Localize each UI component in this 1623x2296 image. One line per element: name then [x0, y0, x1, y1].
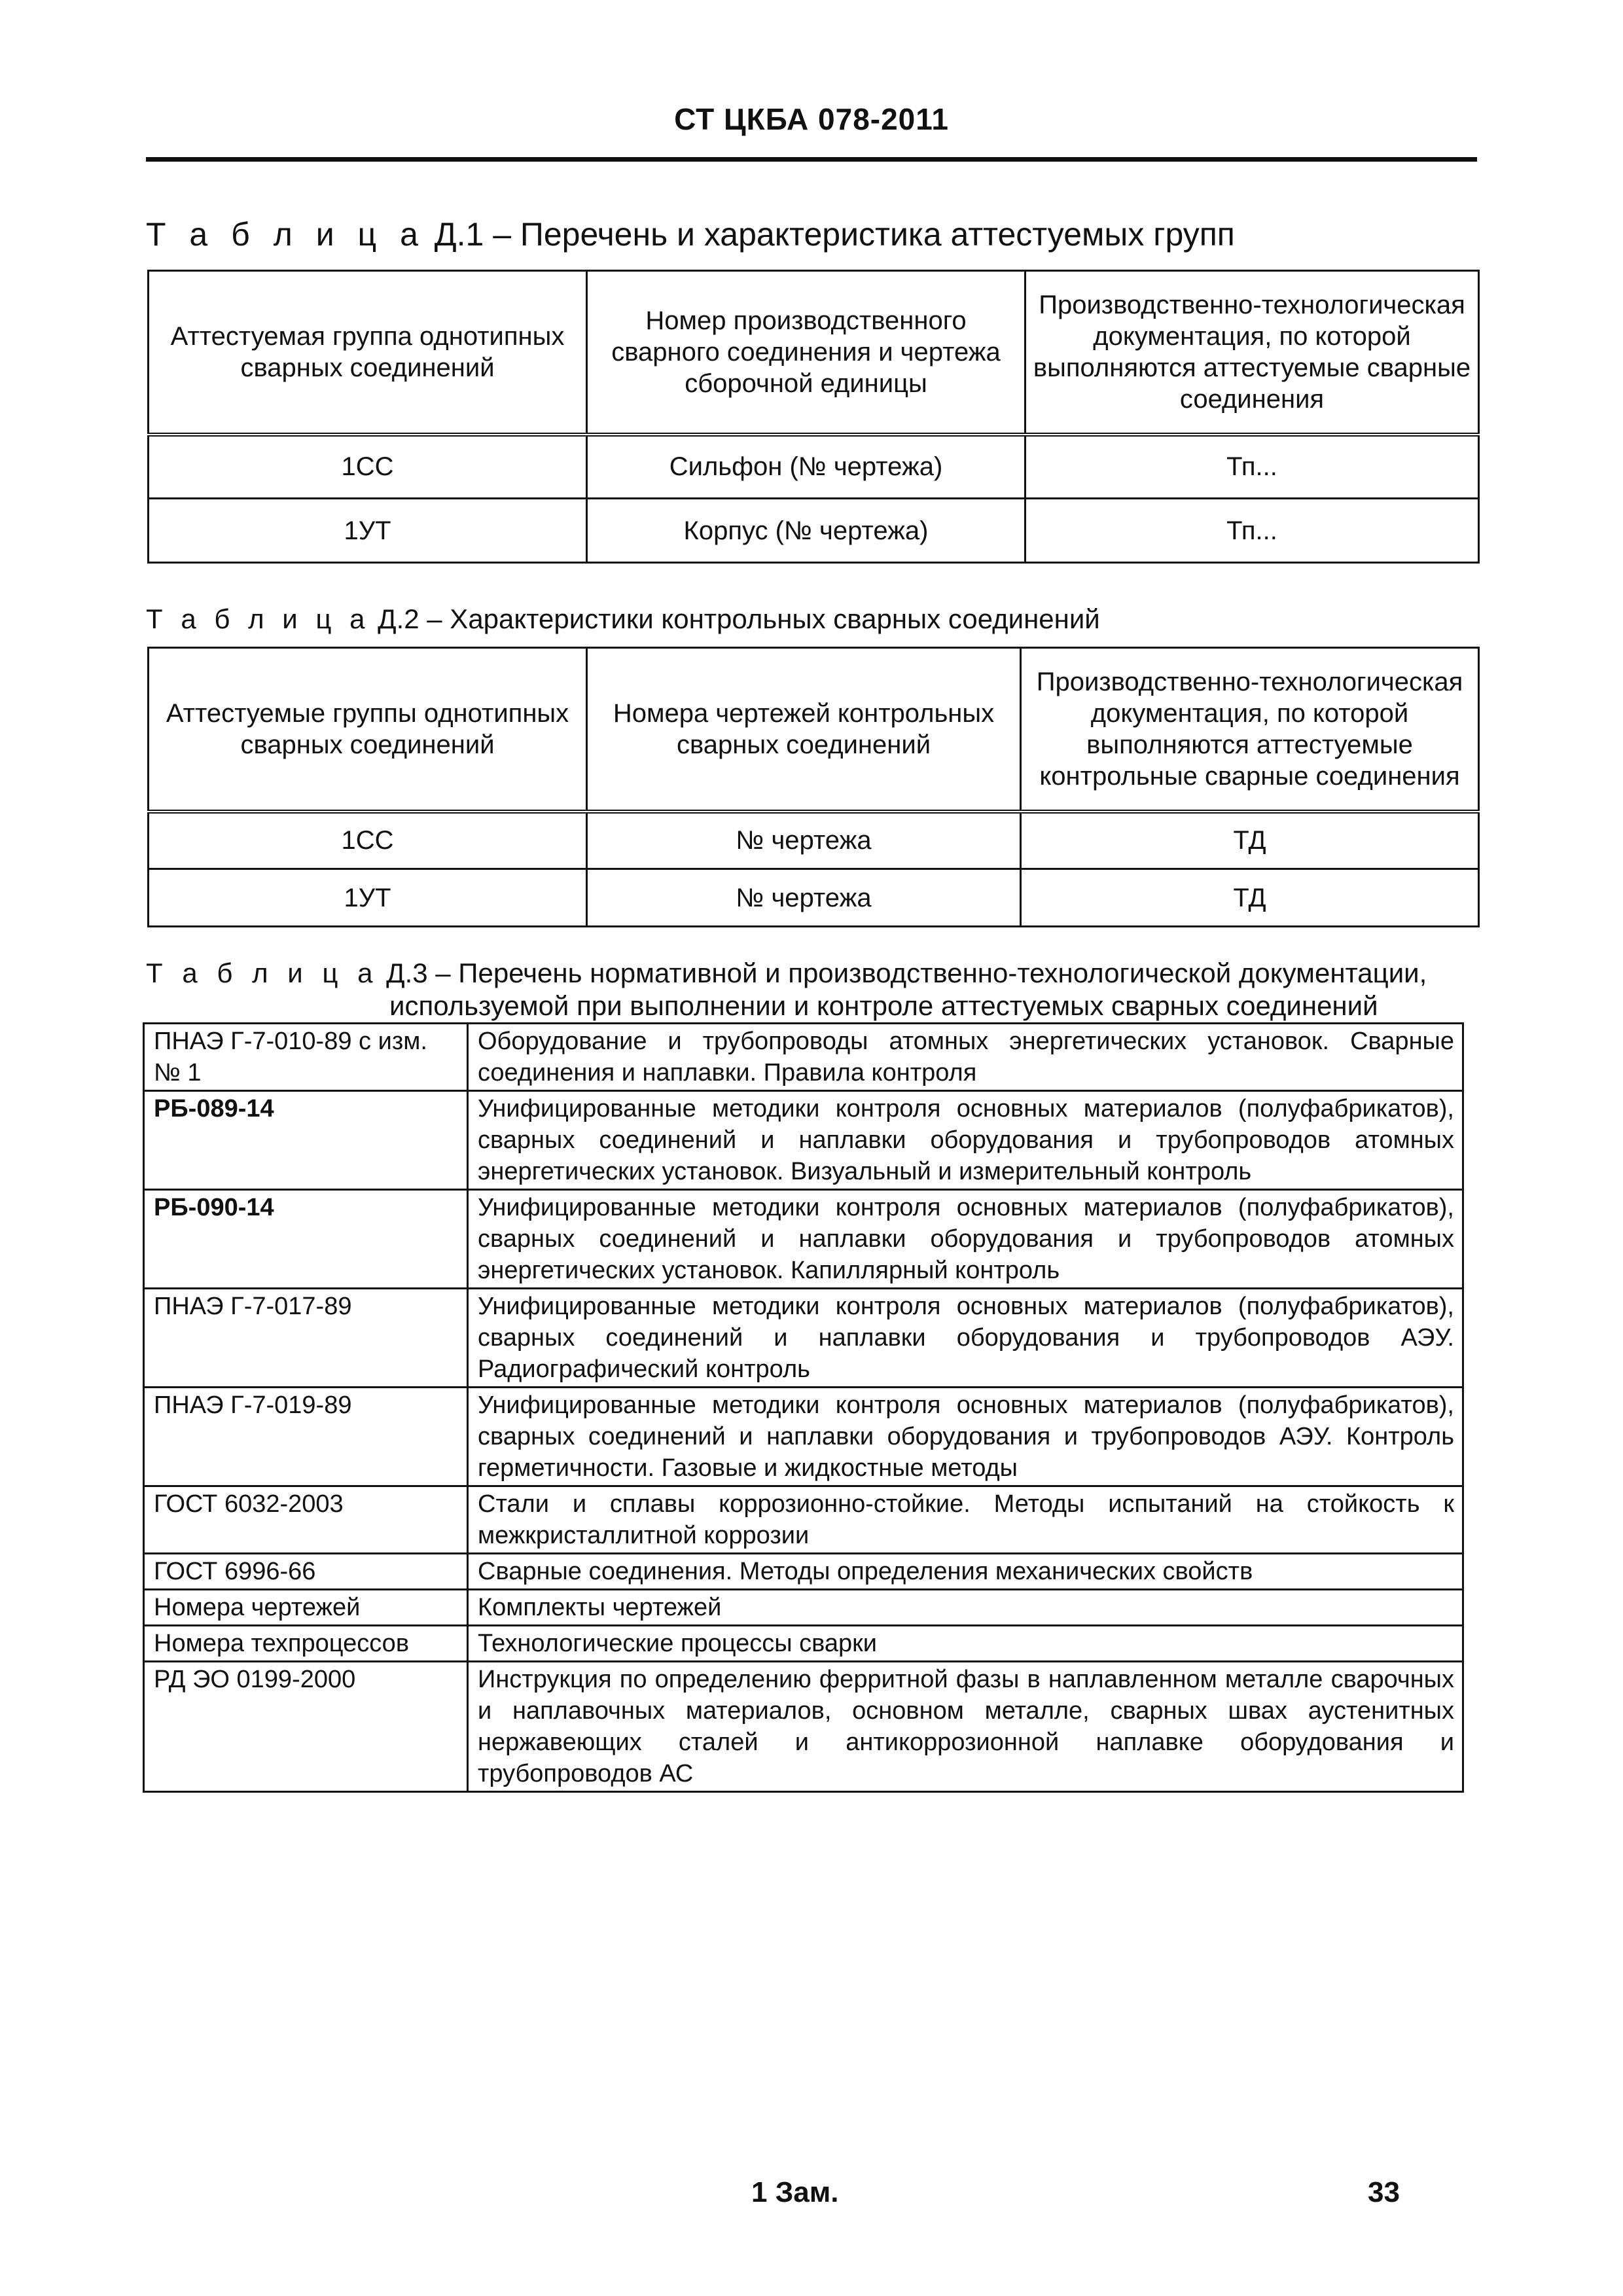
table1-cell: Тп... [1026, 435, 1479, 499]
document-code-cell: РБ-089-14 [144, 1091, 468, 1190]
document-code-cell: ГОСТ 6996-66 [144, 1554, 468, 1590]
table2-cell: ТД [1021, 812, 1479, 869]
table-row [149, 435, 1479, 499]
table3-caption-line2: используемой при выполнении и контроле аттестуемых сварных соединений [389, 990, 1378, 1021]
document-code-cell: ГОСТ 6032-2003 [144, 1486, 468, 1554]
table3-caption-text: Д.3 – Перечень нормативной и производственно-технологической документации, [378, 958, 1427, 988]
document-description-cell: Оборудование и трубопроводы атомных энергетических установок. Сварные соединения и наплавки. Правила контроля [468, 1024, 1463, 1091]
table2-header-cell: Номера чертежей контрольных сварных соединений [587, 648, 1021, 812]
document-description-cell: Унифицированные методики контроля основных материалов (полуфабрикатов), сварных соединений и наплавки оборудования и трубопроводов атомных энергетических установок. Капиллярный контроль [468, 1190, 1463, 1289]
table-row [149, 812, 1479, 869]
table1-cell: Тп... [1026, 499, 1479, 563]
table-row [149, 499, 1479, 563]
document-code-cell: ПНАЭ Г-7-019-89 [144, 1388, 468, 1486]
table2-caption-prefix: Т а б л и ц а [146, 603, 370, 634]
table2-cell: ТД [1021, 869, 1479, 927]
table1 [147, 270, 1480, 564]
table2-header-cell: Производственно-технологическая документация, по которой выполняются аттестуемые контрольные сварные соединения [1021, 648, 1479, 812]
table-row [149, 869, 1479, 927]
table2-cell: 1СС [149, 812, 587, 869]
table1-caption-text: Д.1 – Перечень и характеристика аттестуемых групп [425, 216, 1235, 253]
table1-header-cell: Номер производственного сварного соединения и чертежа сборочной единицы [587, 271, 1026, 435]
table-row [144, 1486, 1463, 1554]
document-code-cell: РБ-090-14 [144, 1190, 468, 1289]
table1-header-cell: Аттестуемая группа однотипных сварных соединений [149, 271, 587, 435]
document-code-cell: Номера техпроцессов [144, 1626, 468, 1662]
table3 [143, 1022, 1464, 1793]
document-description-cell: Унифицированные методики контроля основных материалов (полуфабрикатов), сварных соединений и наплавки оборудования и трубопроводов АЭУ. Контроль герметичности. Газовые и жидкостные методы [468, 1388, 1463, 1486]
table1-cell: 1СС [149, 435, 587, 499]
table1-caption [146, 216, 1235, 254]
table3-caption [146, 957, 1429, 1022]
table-row [144, 1289, 1463, 1388]
table1-cell: 1УТ [149, 499, 587, 563]
table-row [144, 1024, 1463, 1091]
table-row [144, 1388, 1463, 1486]
table2-caption [146, 603, 1100, 635]
document-description-cell: Технологические процессы сварки [468, 1626, 1463, 1662]
document-code-cell: Номера чертежей [144, 1590, 468, 1626]
change-note: 1 Зам. [751, 2176, 839, 2208]
document-description-cell: Стали и сплавы коррозионно-стойкие. Методы испытаний на стойкость к межкристаллитной коррозии [468, 1486, 1463, 1554]
table-row [144, 1091, 1463, 1190]
table2-header-row [149, 648, 1479, 812]
document-code-cell: ПНАЭ Г-7-010-89 с изм. № 1 [144, 1024, 468, 1091]
document-code-cell: ПНАЭ Г-7-017-89 [144, 1289, 468, 1388]
table1-cell: Сильфон (№ чертежа) [587, 435, 1026, 499]
document-description-cell: Унифицированные методики контроля основных материалов (полуфабрикатов), сварных соединений и наплавки оборудования и трубопроводов атомных энергетических установок. Визуальный и измерительный контроль [468, 1091, 1463, 1190]
table1-header-row [149, 271, 1479, 435]
table1-cell: Корпус (№ чертежа) [587, 499, 1026, 563]
table2-caption-text: Д.2 – Характеристики контрольных сварных соединений [370, 603, 1100, 634]
document-code-cell: РД ЭО 0199-2000 [144, 1662, 468, 1792]
table2-cell: № чертежа [587, 812, 1021, 869]
document-description-cell: Инструкция по определению ферритной фазы в наплавленном металле сварочных и наплавочных материалов, основном металле, сварных швах аустенитных нержавеющих сталей и антикоррозионной наплавке оборудования и трубопроводов АС [468, 1662, 1463, 1792]
table1-caption-prefix: Т а б л и ц а [146, 216, 425, 253]
page-number: 33 [1368, 2176, 1400, 2208]
table2-header-cell: Аттестуемые группы однотипных сварных соединений [149, 648, 587, 812]
document-header-title: СТ ЦКБА 078-2011 [674, 102, 949, 136]
table-row [144, 1590, 1463, 1626]
table2-cell: 1УТ [149, 869, 587, 927]
table-row [144, 1626, 1463, 1662]
table-row [144, 1662, 1463, 1792]
table3-caption-prefix: Т а б л и ц а [146, 958, 379, 988]
header-rule [146, 157, 1477, 162]
document-description-cell: Сварные соединения. Методы определения механических свойств [468, 1554, 1463, 1590]
document-description-cell: Унифицированные методики контроля основных материалов (полуфабрикатов), сварных соединений и наплавки оборудования и трубопроводов АЭУ. Радиографический контроль [468, 1289, 1463, 1388]
table2 [147, 647, 1480, 927]
table-row [144, 1554, 1463, 1590]
table1-header-cell: Производственно-технологическая документация, по которой выполняются аттестуемые сварные соединения [1026, 271, 1479, 435]
table-row [144, 1190, 1463, 1289]
table2-cell: № чертежа [587, 869, 1021, 927]
document-description-cell: Комплекты чертежей [468, 1590, 1463, 1626]
